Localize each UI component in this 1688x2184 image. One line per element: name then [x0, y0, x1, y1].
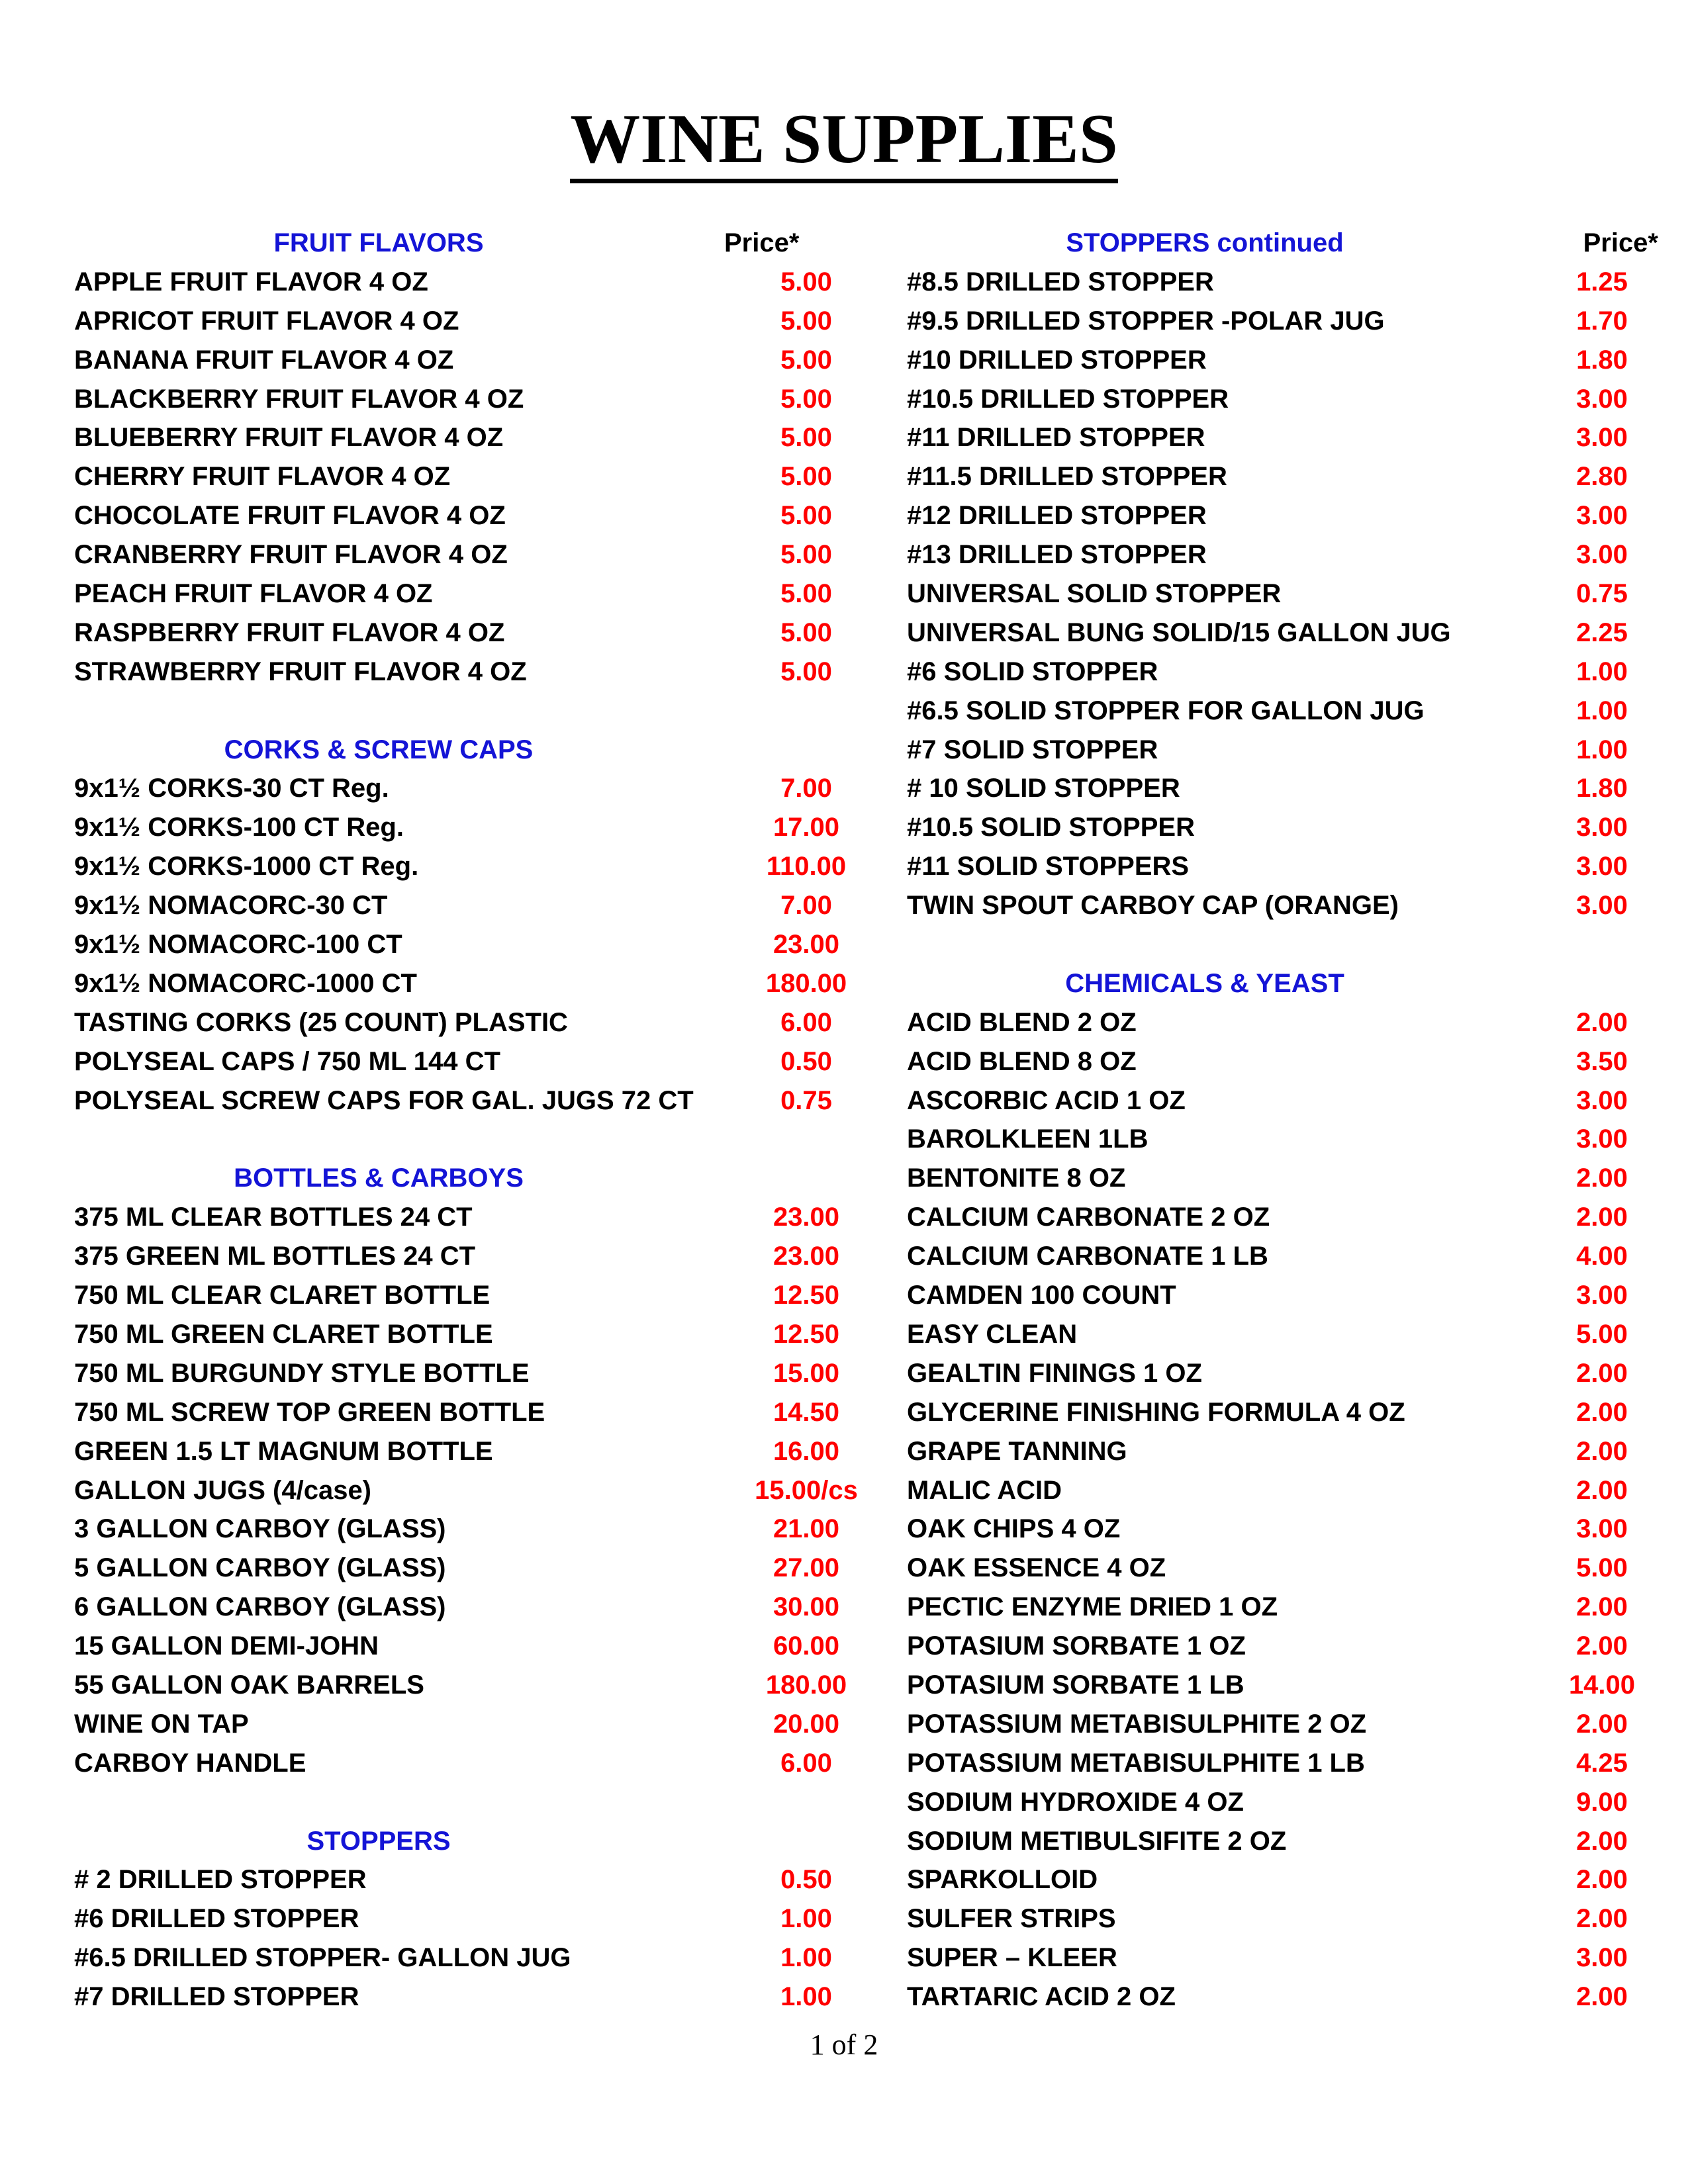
item-name: STRAWBERRY FRUIT FLAVOR 4 OZ — [74, 657, 527, 686]
item-name: SODIUM METIBULSIFITE 2 OZ — [907, 1826, 1287, 1856]
section-title: BOTTLES & CARBOYS — [234, 1163, 524, 1193]
price-list-row — [907, 1159, 1648, 1198]
price-column-header: Price* — [1583, 228, 1658, 257]
price-list-row — [907, 1393, 1648, 1432]
section-spacer — [74, 1783, 822, 1822]
price-list-row — [74, 1666, 847, 1705]
item-name: ACID BLEND 8 OZ — [907, 1046, 1137, 1076]
price-list-row — [74, 1276, 840, 1315]
item-name: BAROLKLEEN 1LB — [907, 1124, 1149, 1154]
item-name: WINE ON TAP — [74, 1709, 249, 1739]
price-list-row — [907, 496, 1648, 535]
price-list-row — [907, 769, 1648, 808]
item-name: #6.5 DRILLED STOPPER- GALLON JUG — [74, 1943, 571, 1973]
section-header-stoppers-continued — [907, 224, 1658, 263]
item-name: APRICOT FRUIT FLAVOR 4 OZ — [74, 306, 459, 336]
item-name: #11 SOLID STOPPERS — [907, 852, 1190, 882]
section-header-chemicals-yeast — [907, 964, 1648, 1003]
item-name: #7 SOLID STOPPER — [907, 735, 1158, 764]
item-price: 180.00 — [765, 968, 847, 998]
item-price: 3.00 — [1576, 423, 1628, 453]
price-list-row — [74, 1744, 832, 1783]
item-name: 750 ML BURGUNDY STYLE BOTTLE — [74, 1358, 530, 1388]
item-name: OAK CHIPS 4 OZ — [907, 1514, 1121, 1544]
item-price: 0.75 — [780, 1085, 832, 1115]
price-list-row — [74, 1510, 840, 1549]
item-price: 3.00 — [1576, 501, 1628, 531]
price-list-row — [907, 457, 1648, 496]
item-name: TWIN SPOUT CARBOY CAP (ORANGE) — [907, 891, 1399, 921]
item-price: 1.00 — [1576, 735, 1628, 764]
price-list-row — [907, 1432, 1648, 1471]
item-price: 0.50 — [780, 1865, 832, 1895]
price-list-row — [907, 1978, 1648, 2017]
section-spacer — [74, 1120, 822, 1159]
item-price: 2.00 — [1576, 1982, 1628, 2012]
item-price: 60.00 — [773, 1631, 840, 1661]
item-name: SODIUM HYDROXIDE 4 OZ — [907, 1787, 1244, 1817]
item-name: #10.5 SOLID STOPPER — [907, 813, 1195, 842]
item-price: 30.00 — [773, 1592, 840, 1622]
item-price: 5.00 — [780, 462, 832, 492]
price-list-row — [74, 769, 832, 808]
price-list-row — [907, 1588, 1648, 1627]
price-list-row — [74, 380, 832, 419]
price-list-row — [907, 263, 1648, 302]
item-price: 1.00 — [1576, 696, 1628, 725]
item-name: #13 DRILLED STOPPER — [907, 540, 1207, 570]
price-list-row — [907, 1666, 1648, 1705]
price-list-row — [74, 1042, 832, 1081]
item-name: RASPBERRY FRUIT FLAVOR 4 OZ — [74, 617, 505, 647]
section-header-bottles-carboys — [74, 1159, 822, 1198]
item-name: OAK ESSENCE 4 OZ — [907, 1553, 1166, 1583]
item-name: BENTONITE 8 OZ — [907, 1163, 1126, 1193]
item-name: #6 SOLID STOPPER — [907, 657, 1158, 686]
price-list-row — [74, 614, 832, 653]
item-price: 5.00 — [780, 579, 832, 609]
section-spacer — [74, 692, 822, 731]
item-name: CALCIUM CARBONATE 1 LB — [907, 1242, 1268, 1271]
item-price: 5.00 — [780, 384, 832, 414]
price-list-row — [74, 1627, 840, 1666]
item-price: 0.50 — [780, 1046, 832, 1076]
section-title: CORKS & SCREW CAPS — [224, 735, 534, 764]
item-price: 2.00 — [1576, 1475, 1628, 1505]
item-name: BLUEBERRY FRUIT FLAVOR 4 OZ — [74, 423, 504, 453]
price-list-row — [907, 1510, 1648, 1549]
price-list-row — [907, 1081, 1648, 1120]
item-price: 2.00 — [1576, 1826, 1628, 1856]
item-name: 6 GALLON CARBOY (GLASS) — [74, 1592, 446, 1622]
price-list-row — [907, 1899, 1648, 1938]
price-list-row — [74, 496, 832, 535]
section-header-stoppers — [74, 1822, 822, 1861]
section-title: FRUIT FLAVORS — [273, 228, 484, 257]
price-list-row — [74, 341, 832, 380]
item-price: 2.80 — [1576, 462, 1628, 492]
section-header-fruit-flavors — [74, 224, 822, 263]
item-price: 2.00 — [1576, 1631, 1628, 1661]
page-title — [0, 99, 1688, 179]
item-price: 4.25 — [1576, 1748, 1628, 1778]
item-price: 5.00 — [780, 657, 832, 686]
price-list-row — [74, 1978, 832, 2017]
item-price: 5.00 — [1576, 1553, 1628, 1583]
item-price: 2.25 — [1576, 617, 1628, 647]
price-list-row — [74, 1471, 858, 1510]
price-list-row — [74, 1588, 840, 1627]
item-name: POTASSIUM METABISULPHITE 2 OZ — [907, 1709, 1367, 1739]
item-name: POTASIUM SORBATE 1 OZ — [907, 1631, 1246, 1661]
item-price: 16.00 — [773, 1436, 840, 1466]
item-price: 12.50 — [773, 1319, 840, 1349]
item-name: TASTING CORKS (25 COUNT) PLASTIC — [74, 1007, 568, 1037]
item-name: 9x1½ CORKS-100 CT Reg. — [74, 813, 404, 842]
item-price: 17.00 — [773, 813, 840, 842]
item-price: 2.00 — [1576, 1865, 1628, 1895]
item-price: 3.00 — [1576, 540, 1628, 570]
item-name: 9x1½ NOMACORC-30 CT — [74, 891, 388, 921]
item-price: 3.00 — [1576, 1281, 1628, 1310]
item-name: 3 GALLON CARBOY (GLASS) — [74, 1514, 446, 1544]
price-list-row — [907, 380, 1648, 419]
item-price: 2.00 — [1576, 1436, 1628, 1466]
item-name: TARTARIC ACID 2 OZ — [907, 1982, 1176, 2012]
price-list-row — [907, 1120, 1648, 1159]
price-list-row — [74, 1860, 832, 1899]
item-name: EASY CLEAN — [907, 1319, 1078, 1349]
item-name: 9x1½ CORKS-1000 CT Reg. — [74, 852, 419, 882]
price-list-row — [907, 886, 1648, 925]
item-name: #10 DRILLED STOPPER — [907, 345, 1207, 375]
item-name: MALIC ACID — [907, 1475, 1062, 1505]
section-title: STOPPERS continued — [1066, 228, 1344, 257]
item-name: CARBOY HANDLE — [74, 1748, 306, 1778]
price-list-row — [907, 692, 1648, 731]
item-name: 375 ML CLEAR BOTTLES 24 CT — [74, 1203, 473, 1232]
page-title-text: WINE SUPPLIES — [570, 100, 1118, 183]
item-name: 375 GREEN ML BOTTLES 24 CT — [74, 1242, 476, 1271]
price-list-row — [74, 1393, 840, 1432]
item-price: 3.00 — [1576, 1085, 1628, 1115]
item-price: 1.25 — [1576, 267, 1628, 296]
price-list-row — [907, 1237, 1648, 1276]
item-name: CHOCOLATE FRUIT FLAVOR 4 OZ — [74, 501, 506, 531]
item-name: UNIVERSAL BUNG SOLID/15 GALLON JUG — [907, 617, 1451, 647]
item-price: 7.00 — [780, 891, 832, 921]
price-list-row — [74, 1081, 832, 1120]
item-name: GREEN 1.5 LT MAGNUM BOTTLE — [74, 1436, 493, 1466]
price-list-row — [907, 653, 1648, 692]
price-list-row — [907, 847, 1648, 886]
item-name: #12 DRILLED STOPPER — [907, 501, 1207, 531]
price-list-row — [907, 341, 1648, 380]
price-list-row — [74, 1899, 832, 1938]
item-name: GEALTIN FININGS 1 OZ — [907, 1358, 1202, 1388]
price-list-row — [907, 1549, 1648, 1588]
item-name: 9x1½ CORKS-30 CT Reg. — [74, 774, 389, 803]
price-list-row — [74, 535, 832, 574]
item-price: 3.00 — [1576, 1943, 1628, 1973]
item-price: 1.00 — [780, 1982, 832, 2012]
item-price: 2.00 — [1576, 1397, 1628, 1427]
item-price: 0.75 — [1576, 579, 1628, 609]
price-list-row — [74, 418, 832, 457]
price-list-row — [74, 1549, 840, 1588]
item-name: 750 ML CLEAR CLARET BOTTLE — [74, 1281, 491, 1310]
item-price: 5.00 — [780, 540, 832, 570]
price-list-row — [74, 1237, 840, 1276]
price-list-row — [74, 1198, 840, 1237]
item-name: #9.5 DRILLED STOPPER -POLAR JUG — [907, 306, 1385, 336]
item-price: 3.00 — [1576, 384, 1628, 414]
item-price: 14.50 — [773, 1397, 840, 1427]
item-price: 6.00 — [780, 1007, 832, 1037]
item-price: 23.00 — [773, 930, 840, 960]
item-price: 5.00 — [780, 345, 832, 375]
price-list-row — [907, 1705, 1648, 1744]
item-name: #11 DRILLED STOPPER — [907, 423, 1205, 453]
item-name: GLYCERINE FINISHING FORMULA 4 OZ — [907, 1397, 1405, 1427]
item-price: 180.00 — [765, 1670, 847, 1700]
price-list-row — [907, 1276, 1648, 1315]
item-name: GALLON JUGS (4/case) — [74, 1475, 372, 1505]
price-list-row — [74, 1354, 840, 1393]
item-price: 20.00 — [773, 1709, 840, 1739]
item-price: 110.00 — [766, 852, 847, 882]
item-name: POTASIUM SORBATE 1 LB — [907, 1670, 1244, 1700]
item-name: 9x1½ NOMACORC-1000 CT — [74, 968, 417, 998]
item-name: SULFER STRIPS — [907, 1904, 1116, 1934]
item-name: CALCIUM CARBONATE 2 OZ — [907, 1203, 1270, 1232]
item-price: 5.00 — [780, 306, 832, 336]
price-list-row — [907, 535, 1648, 574]
item-name: 9x1½ NOMACORC-100 CT — [74, 930, 402, 960]
item-price: 3.00 — [1576, 813, 1628, 842]
price-list-row — [74, 263, 832, 302]
item-price: 7.00 — [780, 774, 832, 803]
price-list-row — [74, 1003, 832, 1042]
price-list-row — [74, 1315, 840, 1354]
item-name: BANANA FRUIT FLAVOR 4 OZ — [74, 345, 454, 375]
item-name: UNIVERSAL SOLID STOPPER — [907, 579, 1282, 609]
item-name: #11.5 DRILLED STOPPER — [907, 462, 1227, 492]
item-price: 2.00 — [1576, 1358, 1628, 1388]
price-list-row — [907, 1003, 1648, 1042]
item-name: ACID BLEND 2 OZ — [907, 1007, 1137, 1037]
page-number: 1 of 2 — [810, 2028, 878, 2061]
item-name: # 10 SOLID STOPPER — [907, 774, 1180, 803]
price-list-row — [907, 1354, 1648, 1393]
right-column — [907, 224, 1658, 2017]
price-list-row — [74, 574, 832, 614]
item-price: 2.00 — [1576, 1203, 1628, 1232]
price-list-row — [74, 457, 832, 496]
price-list-row — [907, 1198, 1648, 1237]
item-name: 15 GALLON DEMI-JOHN — [74, 1631, 379, 1661]
item-price: 23.00 — [773, 1242, 840, 1271]
price-list-row — [907, 1783, 1648, 1822]
item-price: 5.00 — [1576, 1319, 1628, 1349]
price-list-row — [74, 1432, 840, 1471]
item-price: 3.00 — [1576, 852, 1628, 882]
section-title: STOPPERS — [306, 1826, 451, 1856]
item-price: 3.00 — [1576, 891, 1628, 921]
item-price: 5.00 — [780, 617, 832, 647]
item-name: CRANBERRY FRUIT FLAVOR 4 OZ — [74, 540, 508, 570]
price-list-row — [907, 1822, 1648, 1861]
item-price: 15.00 — [773, 1358, 840, 1388]
item-name: 750 ML GREEN CLARET BOTTLE — [74, 1319, 493, 1349]
item-price: 2.00 — [1576, 1592, 1628, 1622]
item-name: #10.5 DRILLED STOPPER — [907, 384, 1229, 414]
price-list-row — [907, 808, 1648, 847]
item-name: # 2 DRILLED STOPPER — [74, 1865, 367, 1895]
price-list-row — [907, 418, 1648, 457]
price-list-row — [74, 653, 832, 692]
item-name: POLYSEAL SCREW CAPS FOR GAL. JUGS 72 CT — [74, 1085, 694, 1115]
item-price: 4.00 — [1576, 1242, 1628, 1271]
item-price: 27.00 — [773, 1553, 840, 1583]
item-name: CHERRY FRUIT FLAVOR 4 OZ — [74, 462, 451, 492]
item-name: SUPER – KLEER — [907, 1943, 1117, 1973]
price-list-row — [907, 1471, 1648, 1510]
price-list-row — [907, 302, 1648, 341]
item-price: 5.00 — [780, 267, 832, 296]
item-price: 9.00 — [1576, 1787, 1628, 1817]
item-name: 5 GALLON CARBOY (GLASS) — [74, 1553, 446, 1583]
item-name: 55 GALLON OAK BARRELS — [74, 1670, 424, 1700]
item-price: 6.00 — [780, 1748, 832, 1778]
item-price: 15.00/cs — [755, 1475, 858, 1505]
item-price: 5.00 — [780, 423, 832, 453]
item-name: CAMDEN 100 COUNT — [907, 1281, 1176, 1310]
price-list-row — [907, 574, 1648, 614]
item-price: 12.50 — [773, 1281, 840, 1310]
price-list-row — [907, 1315, 1648, 1354]
item-price: 3.50 — [1576, 1046, 1628, 1076]
item-price: 1.00 — [780, 1904, 832, 1934]
price-list-row — [907, 1938, 1648, 1978]
price-list-row — [907, 614, 1648, 653]
item-name: APPLE FRUIT FLAVOR 4 OZ — [74, 267, 428, 296]
item-price: 2.00 — [1576, 1709, 1628, 1739]
item-price: 2.00 — [1576, 1007, 1628, 1037]
section-title: CHEMICALS & YEAST — [1065, 968, 1344, 998]
price-list-row — [74, 1705, 840, 1744]
item-name: #7 DRILLED STOPPER — [74, 1982, 359, 2012]
item-name: 750 ML SCREW TOP GREEN BOTTLE — [74, 1397, 545, 1427]
price-list-row — [907, 1042, 1648, 1081]
price-list-row — [907, 1627, 1648, 1666]
item-price: 2.00 — [1576, 1904, 1628, 1934]
price-list-row — [74, 925, 840, 964]
left-column — [74, 224, 858, 2017]
item-price: 3.00 — [1576, 1124, 1628, 1154]
price-list-row — [907, 731, 1648, 770]
price-list-row — [74, 847, 847, 886]
item-price: 21.00 — [773, 1514, 840, 1544]
price-column-header: Price* — [724, 228, 800, 257]
item-name: POTASSIUM METABISULPHITE 1 LB — [907, 1748, 1365, 1778]
section-header-corks-screw-caps — [74, 731, 822, 770]
item-price: 14.00 — [1568, 1670, 1636, 1700]
price-list-row — [74, 1938, 832, 1978]
item-name: PEACH FRUIT FLAVOR 4 OZ — [74, 579, 433, 609]
price-list-row — [74, 964, 847, 1003]
item-name: BLACKBERRY FRUIT FLAVOR 4 OZ — [74, 384, 524, 414]
item-price: 23.00 — [773, 1203, 840, 1232]
item-price: 1.00 — [1576, 657, 1628, 686]
item-price: 1.70 — [1576, 306, 1628, 336]
item-price: 5.00 — [780, 501, 832, 531]
price-list-row — [907, 1860, 1648, 1899]
item-name: #8.5 DRILLED STOPPER — [907, 267, 1214, 296]
item-name: #6 DRILLED STOPPER — [74, 1904, 359, 1934]
item-name: GRAPE TANNING — [907, 1436, 1127, 1466]
item-price: 2.00 — [1576, 1163, 1628, 1193]
item-price: 1.80 — [1576, 345, 1628, 375]
price-list-row — [74, 886, 832, 925]
price-list-row — [907, 1744, 1648, 1783]
item-name: #6.5 SOLID STOPPER FOR GALLON JUG — [907, 696, 1425, 725]
item-price: 1.80 — [1576, 774, 1628, 803]
item-price: 3.00 — [1576, 1514, 1628, 1544]
price-list-row — [74, 302, 832, 341]
price-list-row — [74, 808, 840, 847]
section-spacer — [907, 925, 1648, 964]
item-name: SPARKOLLOID — [907, 1865, 1098, 1895]
item-name: POLYSEAL CAPS / 750 ML 144 CT — [74, 1046, 500, 1076]
item-name: PECTIC ENZYME DRIED 1 OZ — [907, 1592, 1278, 1622]
item-name: ASCORBIC ACID 1 OZ — [907, 1085, 1186, 1115]
item-price: 1.00 — [780, 1943, 832, 1973]
